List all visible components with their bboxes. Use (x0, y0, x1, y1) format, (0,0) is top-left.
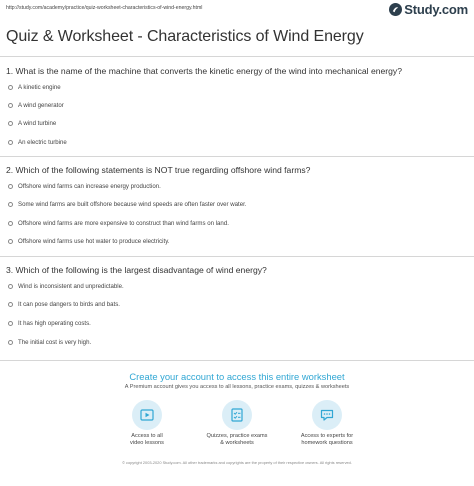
answer-label: It can pose dangers to birds and bats. (18, 300, 120, 308)
answer-option[interactable] (8, 100, 64, 110)
experts-icon (312, 400, 342, 430)
video-icon (132, 400, 162, 430)
answer-label: A kinetic engine (18, 83, 61, 91)
answer-option[interactable] (8, 299, 120, 309)
create-account-link[interactable]: Create your account to access this entire worksheet (129, 371, 345, 382)
promo-divider (0, 360, 474, 361)
answer-label: Offshore wind farms are more expensive to construct than wind farms on land. (18, 219, 229, 227)
radio-button[interactable] (8, 340, 13, 345)
feature-label: Access to experts for homework questions (300, 433, 354, 447)
answer-option[interactable] (8, 137, 67, 147)
title-divider (0, 56, 474, 57)
radio-button[interactable] (8, 140, 13, 145)
answer-label: A wind turbine (18, 119, 57, 127)
radio-button[interactable] (8, 284, 13, 289)
answer-option[interactable] (8, 236, 170, 246)
radio-button[interactable] (8, 103, 13, 108)
radio-button[interactable] (8, 239, 13, 244)
question-divider (0, 256, 474, 257)
feature-experts (272, 400, 382, 447)
radio-button[interactable] (8, 221, 13, 226)
quiz-icon (222, 400, 252, 430)
study-logo (389, 1, 468, 17)
answer-option[interactable] (8, 82, 61, 92)
radio-button[interactable] (8, 302, 13, 307)
answer-label: It has high operating costs. (18, 319, 91, 327)
answer-option[interactable] (8, 318, 91, 328)
feature-label: Quizzes, practice exams & worksheets (206, 433, 268, 447)
answer-label: Offshore wind farms can increase energy production. (18, 182, 161, 190)
radio-button[interactable] (8, 321, 13, 326)
radio-button[interactable] (8, 121, 13, 126)
question-1: 1. What is the name of the machine that converts the kinetic energy of the wind into mechanical energy? (6, 66, 403, 76)
logo-mark-icon (389, 3, 402, 16)
radio-button[interactable] (8, 85, 13, 90)
answer-option[interactable] (8, 181, 161, 191)
answer-option[interactable] (8, 199, 247, 209)
page-title: Quiz & Worksheet - Characteristics of Wind Energy (6, 28, 364, 45)
answer-label: The initial cost is very high. (18, 338, 92, 346)
question-divider (0, 156, 474, 157)
question-2: 2. Which of the following statements is NOT true regarding offshore wind farms? (6, 165, 311, 175)
promo-subtitle: A Premium account gives you access to all lessons, practice exams, quizzes & worksheets (124, 384, 350, 390)
logo-text: Study.com (404, 1, 468, 17)
top-bar (0, 0, 474, 18)
answer-option[interactable] (8, 337, 91, 347)
answer-label: A wind generator (18, 101, 64, 109)
answer-label: Wind is inconsistent and unpredictable. (18, 282, 124, 290)
feature-label: Access to all video lessons (130, 433, 164, 447)
copyright-footer: © copyright 2003-2020 Study.com. All other trademarks and copyrights are the property of their respective owners. All rights reserved. (122, 460, 352, 465)
radio-button[interactable] (8, 202, 13, 207)
answer-label: Some wind farms are built offshore because wind speeds are often faster over water. (18, 200, 247, 208)
radio-button[interactable] (8, 184, 13, 189)
answer-option[interactable] (8, 118, 56, 128)
answer-label: Offshore wind farms use hot water to produce electricity. (18, 237, 170, 245)
answer-label: An electric turbine (18, 138, 67, 146)
answer-option[interactable] (8, 281, 124, 291)
answer-option[interactable] (8, 218, 229, 228)
page-url: http://study.com/academy/practice/quiz-worksheet-characteristics-of-wind-energy.html (6, 5, 203, 11)
question-3: 3. Which of the following is the largest disadvantage of wind energy? (6, 265, 267, 275)
